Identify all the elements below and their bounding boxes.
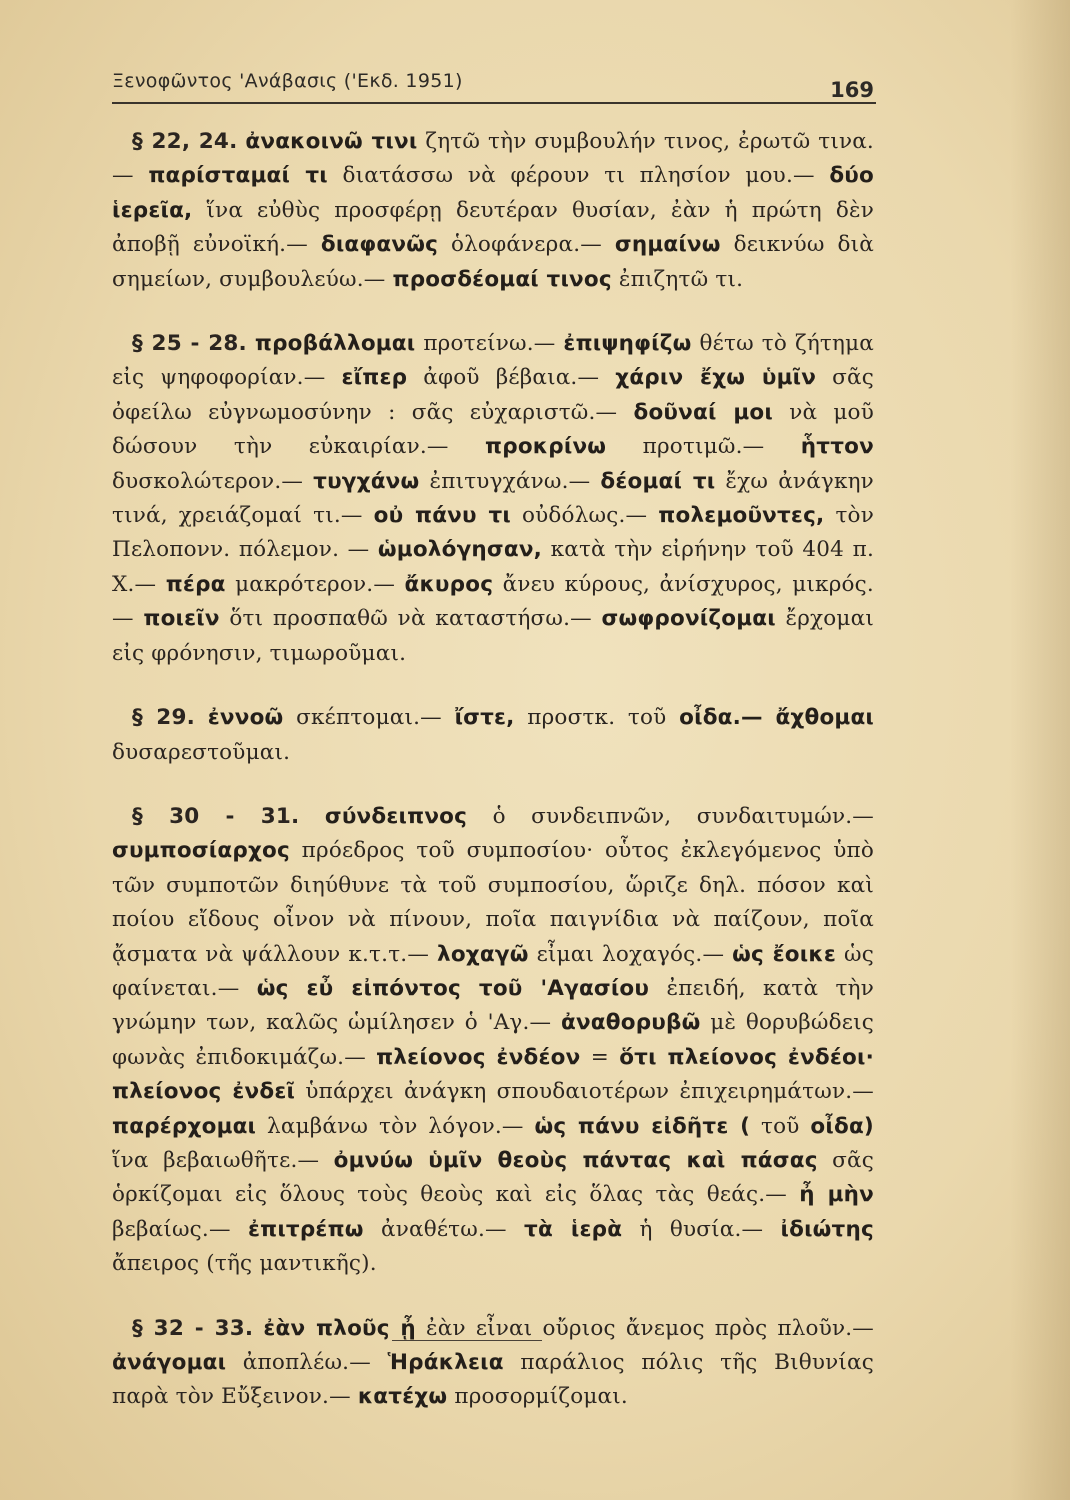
- lemma-term: πλείονος ἐνδέον: [376, 1044, 581, 1070]
- gloss-text: σκέπτομαι.—: [296, 705, 442, 731]
- lemma-term: ὡς ἔοικε: [732, 941, 836, 967]
- lemma-term: οἶδα.—: [679, 705, 763, 731]
- lemma-term: ποιεῖν: [143, 606, 220, 632]
- paragraph-25-28: [112, 327, 874, 671]
- gloss-text: μακρότερον.—: [235, 571, 396, 597]
- gloss-text: ἐπιτυγχάνω.—: [429, 468, 591, 494]
- gloss-text: πρόεδρος τοῦ συμποσίου· οὗτος ἐκλεγόμενος ὑπὸ τῶν συμποτῶν διηύθυνε τὰ τοῦ συμποσίου, ὥριζε δηλ. πόσον καὶ ποίου εἴδους οἶνον νὰ πίνουν, ποῖα παιγνίδια νὰ παίζουν, ποῖα ᾄσματα νὰ ψάλλουν κ.τ.τ.—: [112, 838, 874, 967]
- gloss-text: ἐὰν εἶναι οὔριος ἄνεμος πρὸς πλοῦν.—: [426, 1315, 874, 1341]
- lemma-term: σύνδειπνος: [324, 803, 468, 829]
- lemma-term: λοχαγῶ: [437, 941, 529, 967]
- section-number: § 30 - 31.: [132, 803, 300, 829]
- gloss-text: ἔχω ἀνάγκην τινά, χρειάζομαί τι.—: [112, 468, 874, 529]
- lemma-term: πέρα: [165, 571, 226, 597]
- commentary-body: [112, 125, 874, 1445]
- lemma-term: ἐὰν πλοῦς ᾖ: [263, 1315, 416, 1341]
- lemma-term: ἀνακοινῶ τινι: [245, 129, 418, 154]
- lemma-term: ἄχθομαι: [775, 705, 874, 731]
- gloss-text: προτιμῶ.—: [642, 434, 765, 460]
- lemma-term: συμποσίαρχος: [112, 838, 290, 864]
- paragraph-22-24: [112, 125, 874, 297]
- paragraph-32-33: [112, 1312, 874, 1415]
- gloss-text: προσορμίζομαι.: [454, 1384, 628, 1410]
- lemma-term: οὐ πάνυ τι: [373, 503, 511, 529]
- lemma-term: ἦ μὴν: [799, 1182, 874, 1208]
- section-number: § 25 - 28.: [132, 331, 247, 357]
- lemma-term: προσδέομαί τινος: [392, 266, 612, 292]
- lemma-term: διαφανῶς: [320, 232, 439, 258]
- gloss-text: οὐδόλως.—: [522, 503, 648, 529]
- section-number: § 32 - 33.: [132, 1315, 254, 1341]
- gloss-text: παράλιος πόλις τῆς Βιθυνίας παρὰ τὸν Εὔξεινον.—: [112, 1350, 875, 1410]
- gloss-text: διατάσσω νὰ φέρουν τι πλησίον μου.—: [342, 163, 815, 189]
- lemma-term: ὡς πάνυ εἰδῆτε (: [534, 1113, 751, 1139]
- lemma-term: σημαίνω: [614, 232, 721, 258]
- gloss-text: θέτω τὸ ζήτημα εἰς ψηφοφορίαν.—: [112, 331, 874, 391]
- lemma-term: προκρίνω: [485, 434, 607, 460]
- end-rule: [392, 1340, 542, 1341]
- lemma-term: παρέρχομαι: [112, 1113, 257, 1139]
- gloss-text: κατὰ τὴν εἰρήνην τοῦ 404 π. Χ.—: [112, 537, 874, 597]
- section-number: § 29.: [132, 705, 195, 731]
- lemma-term: κατέχω: [357, 1384, 448, 1410]
- lemma-term: ἐπιψηφίζω: [563, 331, 692, 357]
- gloss-text: ἐπιζητῶ τι.: [618, 266, 744, 292]
- gloss-text: ὁλοφάνερα.—: [450, 232, 602, 258]
- gloss-text: προστκ. τοῦ: [527, 705, 667, 731]
- gloss-text: ὡς φαίνεται.—: [112, 941, 874, 1001]
- lemma-term: σωφρονίζομαι: [601, 606, 776, 632]
- lemma-term: προβάλλομαι: [254, 331, 416, 357]
- gloss-text: ὅτι προσπαθῶ νὰ καταστήσω.—: [229, 606, 592, 632]
- lemma-term: πολεμοῦντες,: [658, 503, 825, 529]
- lemma-term: Ἡράκλεια: [387, 1350, 504, 1375]
- paragraph-29: [112, 701, 874, 770]
- gloss-text: δυσαρεστοῦμαι.: [112, 739, 291, 765]
- gloss-text: σᾶς ὀφείλω εὐγνωμοσύνην : σᾶς εὐχαριστῶ.—: [112, 365, 874, 425]
- gloss-text: εἶμαι λοχαγός.—: [536, 941, 725, 967]
- lemma-term: παρίσταμαί τι: [148, 163, 328, 189]
- gloss-text: ὁ συνδειπνῶν, συνδαιτυμών.—: [492, 803, 874, 829]
- lemma-term: δύο ἱερεῖα,: [112, 163, 874, 223]
- gloss-text: λαμβάνω τὸν λόγον.—: [267, 1113, 524, 1139]
- gloss-text: =: [590, 1044, 609, 1070]
- gloss-text: ἄνευ κύρους, ἀνίσχυρος, μικρός.—: [112, 571, 874, 632]
- gloss-text: ἡ θυσία.—: [639, 1216, 764, 1242]
- gloss-text: μὲ θορυβώδεις φωνὰς ἐπιδοκιμάζω.—: [112, 1010, 874, 1070]
- gloss-text: ἔρχομαι εἰς φρόνησιν, τιμωροῦμαι.: [112, 606, 874, 666]
- lemma-term: ἴστε,: [454, 705, 515, 731]
- lemma-term: ὅτι πλείονος ἐνδέοι· πλείονος ἐνδεῖ: [112, 1044, 874, 1105]
- lemma-term: ἐννοῶ: [207, 705, 284, 731]
- page-number: 169: [830, 78, 874, 102]
- gloss-text: ἀποπλέω.—: [242, 1350, 371, 1375]
- lemma-term: ὀμνύω ὑμῖν θεοὺς πάντας καὶ πάσας: [333, 1147, 818, 1173]
- running-head: Ξενοφῶντος 'Ανάβασις ('Εκδ. 1951): [112, 70, 463, 92]
- lemma-term: ἀναθορυβῶ: [560, 1010, 701, 1036]
- lemma-term: ὡς εὖ εἰπόντος τοῦ 'Αγασίου: [256, 975, 650, 1001]
- lemma-term: τυγχάνω: [313, 468, 420, 494]
- gloss-text: δεικνύω διὰ σημείων, συμβουλεύω.—: [112, 232, 874, 292]
- gloss-text: ἄπειρος (τῆς μαντικῆς).: [112, 1251, 377, 1277]
- lemma-term: ἀνάγομαι: [112, 1350, 227, 1375]
- gloss-text: σᾶς ὁρκίζομαι εἰς ὅλους τοὺς θεοὺς καὶ εἰς ὅλας τὰς θεάς.—: [112, 1147, 874, 1208]
- lemma-term: ὡμολόγησαν,: [377, 537, 543, 563]
- page-edge-shadow: [1010, 0, 1070, 1500]
- lemma-term: χάριν ἔχω ὑμῖν: [615, 365, 817, 391]
- lemma-term: ἰδιώτης: [780, 1216, 874, 1242]
- lemma-term: ἐπιτρέπω: [247, 1216, 364, 1242]
- lemma-term: οἶδα): [810, 1113, 874, 1139]
- lemma-term: ἄκυρος: [404, 571, 494, 597]
- gloss-text: ἵνα εὐθὺς προσφέρῃ δευτέραν θυσίαν, ἐὰν ἡ πρώτη δὲν ἀποβῇ εὐνοϊκή.—: [112, 197, 874, 258]
- gloss-text: βεβαίως.—: [112, 1216, 231, 1242]
- gloss-text: ἀναθέτω.—: [380, 1216, 507, 1242]
- lemma-term: δέομαί τι: [600, 468, 716, 494]
- lemma-term: ἧττον: [800, 434, 874, 460]
- gloss-text: τὸν Πελοπονν. πόλεμον. —: [112, 503, 874, 563]
- gloss-text: νὰ μοῦ δώσουν τὴν εὐκαιρίαν.—: [112, 399, 874, 460]
- paragraph-30-31: [112, 800, 874, 1282]
- lemma-term: δοῦναί μοι: [633, 399, 773, 425]
- lemma-term: εἴπερ: [341, 365, 408, 391]
- gloss-text: ἐπειδή, κατὰ τὴν γνώμην των, καλῶς ὡμίλησεν ὁ 'Αγ.—: [112, 975, 874, 1036]
- gloss-text: ζητῶ τὴν συμβουλήν τινος, ἐρωτῶ τινα.—: [112, 129, 874, 189]
- section-number: § 22, 24.: [132, 129, 238, 154]
- gloss-text: ἀφοῦ βέβαια.—: [423, 365, 600, 391]
- lemma-term: τὰ ἱερὰ: [524, 1216, 623, 1242]
- gloss-text: ἵνα βεβαιωθῆτε.—: [112, 1147, 320, 1173]
- gloss-text: ὑπάρχει ἀνάγκη σπουδαιοτέρων ἐπιχειρημάτων.—: [305, 1079, 874, 1105]
- gloss-text: δυσκολώτερον.—: [112, 468, 304, 494]
- gloss-text: προτείνω.—: [423, 331, 556, 357]
- header-rule: [112, 102, 876, 104]
- gloss-text: τοῦ: [761, 1113, 800, 1139]
- page-header: [112, 70, 874, 104]
